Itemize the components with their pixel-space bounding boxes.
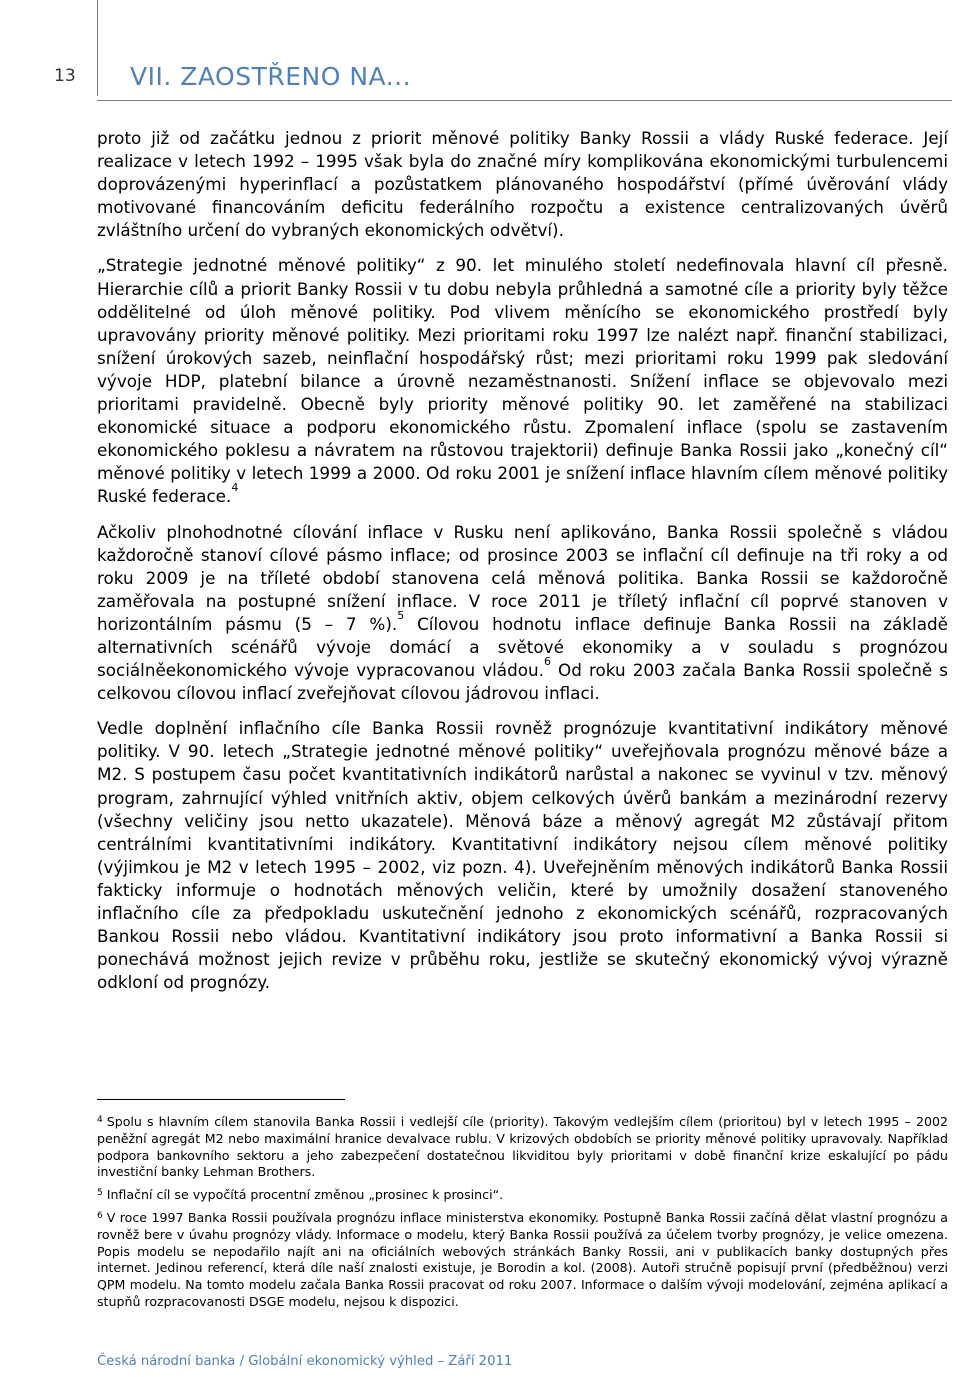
footnote-divider xyxy=(97,1099,345,1100)
footnote-number: 4 xyxy=(97,1115,103,1125)
footnote-text: Inflační cíl se vypočítá procentní změnou „prosinec k prosinci“. xyxy=(106,1187,504,1203)
footnote-6 xyxy=(97,1210,948,1311)
header-horizontal-rule xyxy=(97,100,952,101)
paragraph-3-text-c: Od roku 2003 začala Banka Rossii společně s celkovou cílovou inflací zveřejňovat cílovou jádrovou inflaci. xyxy=(97,660,949,704)
footnote-number: 6 xyxy=(97,1210,103,1221)
section-title: VII. ZAOSTŘENO NA... xyxy=(130,62,412,91)
footnote-text: V roce 1997 Banka Rossii používala prognózu inflace ministerstva ekonomiky. Postupně Banka Rossii začíná dělat vlastní prognózu a rovněž bere v úvahu prognózy vlády. Informace o modelu, který Banka Rossii používá za účelem tvorby prognózy, je velice omezena. Popis modelu se nepodařilo najít ani na oficiálních webových stránkách Banky Rossii, ani v publikacích banky dostupných přes internet. Jedinou referencí, která díle naší znalosti existuje, je Borodin a kol. (2008). Autoři stručně popisují první (předběžnou) verzi QPM modelu. Na tomto modelu začala Banka Rossii pracovat od roku 2007. Informace o dalším vývoji modelování, zejména aplikací a stupňů rozpracovanosti DSGE modelu, nejsou k dispozici. xyxy=(97,1209,948,1309)
paragraph-1-text: proto již od začátku jednou z priorit měnové politiky Banky Rossii a vlády Ruské federace. Její realizace v letech 1992 – 1995 však byla do značné míry komplikována ekonomickými turbulencemi doprovázenými hyperinflací a pozůstatkem plánovaného hospodářství (přímé úvěrování vlády motivované financováním deficitu federálního rozpočtu a existence centralizovaných úvěrů zvláštního určení do vybraných ekonomických odvětví). xyxy=(97,128,948,241)
paragraph-3-text-a: Ačkoliv plnohodnotné cílování inflace v Rusku není aplikováno, Banka Rossii společně s vládou každoročně stanoví cílové pásmo inflace; od prosince 2003 se inflační cíl definuje na tři roky a od roku 2009 je na tříleté období stanovena celá měnová politika. Banka Rossii se každoročně zaměřovala na postupné snížení inflace. V roce 2011 je tříletý inflační cíl poprvé stanoven v horizontálním pásmu (5 – 7 %). xyxy=(97,521,948,634)
paragraph-1 xyxy=(97,127,948,242)
paragraph-3-text-b: Cílovou hodnotu inflace definuje Banka Rossii na základě alternativních scénářů vývoje domácí a světové ekonomiky a v souladu s prognózou sociálněekonomického vývoje vypracovanou vládou. xyxy=(97,613,948,681)
page-number: 13 xyxy=(54,66,76,86)
paragraph-4-text: Vedle doplnění inflačního cíle Banka Rossii rovněž prognózuje kvantitativní indikátory měnové politiky. V 90. letech „Strategie jednotné měnové politiky“ uveřejňovala prognózu měnové báze a M2. S postupem času počet kvantitativních indikátorů narůstal a nakonec se vyvinul v tzv. měnový program, zahrnující výhled vnitřních aktiv, objem celkových úvěrů bankám a mezinárodní rezervy (všechny veličiny jsou netto ukazatele). Měnová báze a měnový agregát M2 zůstávají přitom centrálními kvantitativními indikátory. Kvantitativní indikátory nejsou cílem měnové politiky (výjimkou je M2 v letech 1995 – 2002, viz pozn. 4). Uveřejněním měnových indikátorů Banka Rossii fakticky informuje o hodnotách měnových veličin, které by umožnily dosažení stanoveného inflačního cíle za předpokladu uskutečnění jednoho z ekonomických scénářů, rozpracovaných Bankou Rossii nebo vládou. Kvantitativní indikátory jsou proto informativní a Banka Rossii si ponechává možnost jejich revize v průběhu roku, jestliže se skutečný ekonomický vývoj výrazně odkloní od prognózy. xyxy=(97,718,948,993)
paragraph-2 xyxy=(97,254,948,508)
paragraph-4 xyxy=(97,717,948,994)
footnote-ref-5[interactable]: 5 xyxy=(397,608,405,622)
paragraph-2-text: „Strategie jednotné měnové politiky“ z 90. let minulého století nedefinovala hlavní cíl přesně. Hierarchie cílů a priorit Banky Rossii v tu dobu nebyla průhledná a samotné cíle a priority byly těžce oddělitelné od úloh měnové politiky. Pod vlivem měnícího se ekonomického prostředí byly upravovány priority měnové politiky. Mezi prioritami roku 1997 lze nalézt např. finanční stabilizaci, snížení úrokových sazeb, neinflační hospodářský růst; mezi prioritami roku 1999 pak sledování vývoje HDP, platební bilance a úrovně nezaměstnanosti. Snížení inflace se objevovalo mezi prioritami pravidelně. Obecně byly priority měnové politiky 90. let zaměřené na stabilizaci ekonomické situace a podporu ekonomického růstu. Zpomalení inflace (spolu se zastavením ekonomického poklesu a návratem na růstovou trajektorii) definuje Banka Rossii jako „konečný cíl“ měnové politiky v letech 1999 a 2000. Od roku 2001 je snížení inflace hlavním cílem měnové politiky Ruské federace. xyxy=(97,255,948,507)
footnote-ref-4[interactable]: 4 xyxy=(231,481,239,495)
main-text xyxy=(97,127,948,1006)
header-vertical-rule xyxy=(97,0,98,96)
footnote-5 xyxy=(97,1187,948,1204)
footnote-ref-6[interactable]: 6 xyxy=(543,655,551,669)
footnote-number: 5 xyxy=(97,1188,103,1199)
footnote-4 xyxy=(97,1114,948,1181)
paragraph-3 xyxy=(97,521,948,706)
footnotes xyxy=(97,1114,948,1317)
page-footer: Česká národní banka / Globální ekonomický výhled – Září 2011 xyxy=(97,1354,513,1369)
footnote-text: Spolu s hlavním cílem stanovila Banka Rossii i vedlejší cíle (priority). Takovým vedlejším cílem (prioritou) byl v letech 1995 – 2002 peněžní agregát M2 nebo maximální hranice devalvace rublu. V krizových obdobích se priority měnové politiky upravovaly. Například podpora bankovního sektoru a jeho zabezpečení dostatečnou likviditou byly prioritami v době finanční krize eskalující po pádu investiční banky Lehman Brothers. xyxy=(97,1114,948,1180)
